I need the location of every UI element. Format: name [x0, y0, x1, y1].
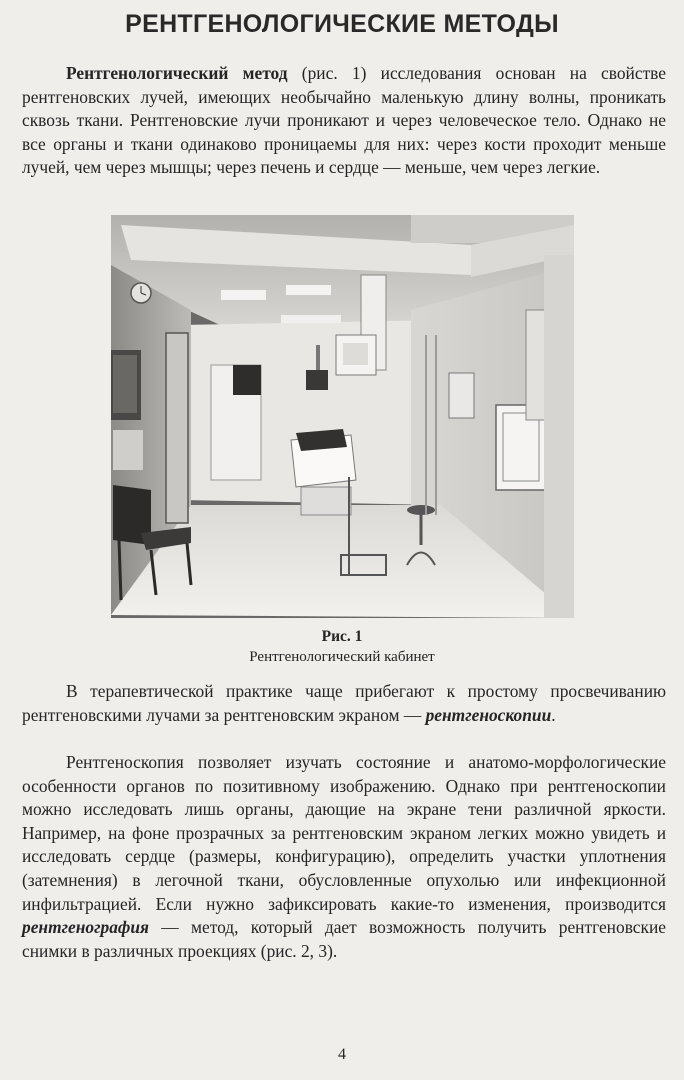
paragraph-1	[22, 62, 666, 180]
paragraph-2-text: В терапевтической практике чаще прибегают к простому просвечиванию рентгеновскими лучами за рентгеновским экраном —	[22, 681, 666, 725]
term-fluoroscopy: рентгеноскопии	[425, 704, 552, 725]
paragraph-2-end: .	[551, 704, 556, 725]
xray-room-illustration	[111, 215, 574, 618]
term-radiography: рентгенография	[22, 917, 149, 938]
figure-caption: Рентгенологический кабинет	[249, 649, 435, 665]
paragraph-3-text: Рентгеноскопия позволяет изучать состояние и анатомо-морфологические особенности органов по позитивному изображению. Однако при рентгеноскопии можно исследовать лишь органы, дающие на экране тени различной яркости. Например, на фоне прозрачных за рентгеновским экраном легких можно увидеть и исследовать сердце (размеры, конфигурацию), определить участки уплотнения (затемнения) в легочной ткани, обусловленные опухолью или инфекционной инфильтрацией. Если нужно зафиксировать какие-то изменения, производится	[22, 752, 666, 914]
paragraph-3-end: — метод, который дает возможность получить рентгеновские снимки в различных проекциях (рис. 2, 3).	[22, 917, 666, 961]
figure-label: Рис. 1	[321, 628, 363, 645]
page-title: РЕНТГЕНОЛОГИЧЕСКИЕ МЕТОДЫ	[125, 10, 559, 38]
paragraph-2	[22, 680, 666, 727]
term-radiological-method: Рентгенологический метод	[66, 63, 288, 83]
paragraph-1-text: (рис. 1) исследования основан на свойстве рентгеновских лучей, имеющих необычайно маленькую длину волны, проникать сквозь ткани. Рентгеновские лучи проникают и через человеческое тело. Однако не все органы и ткани одинаково проницаемы для них: через кости проходит меньше лучей, чем через мышцы; через печень и сердце — меньше, чем через легкие.	[22, 63, 667, 178]
paragraph-3	[22, 751, 666, 963]
figure-xray-room-photo	[111, 215, 574, 618]
page-number: 4	[338, 1046, 346, 1063]
